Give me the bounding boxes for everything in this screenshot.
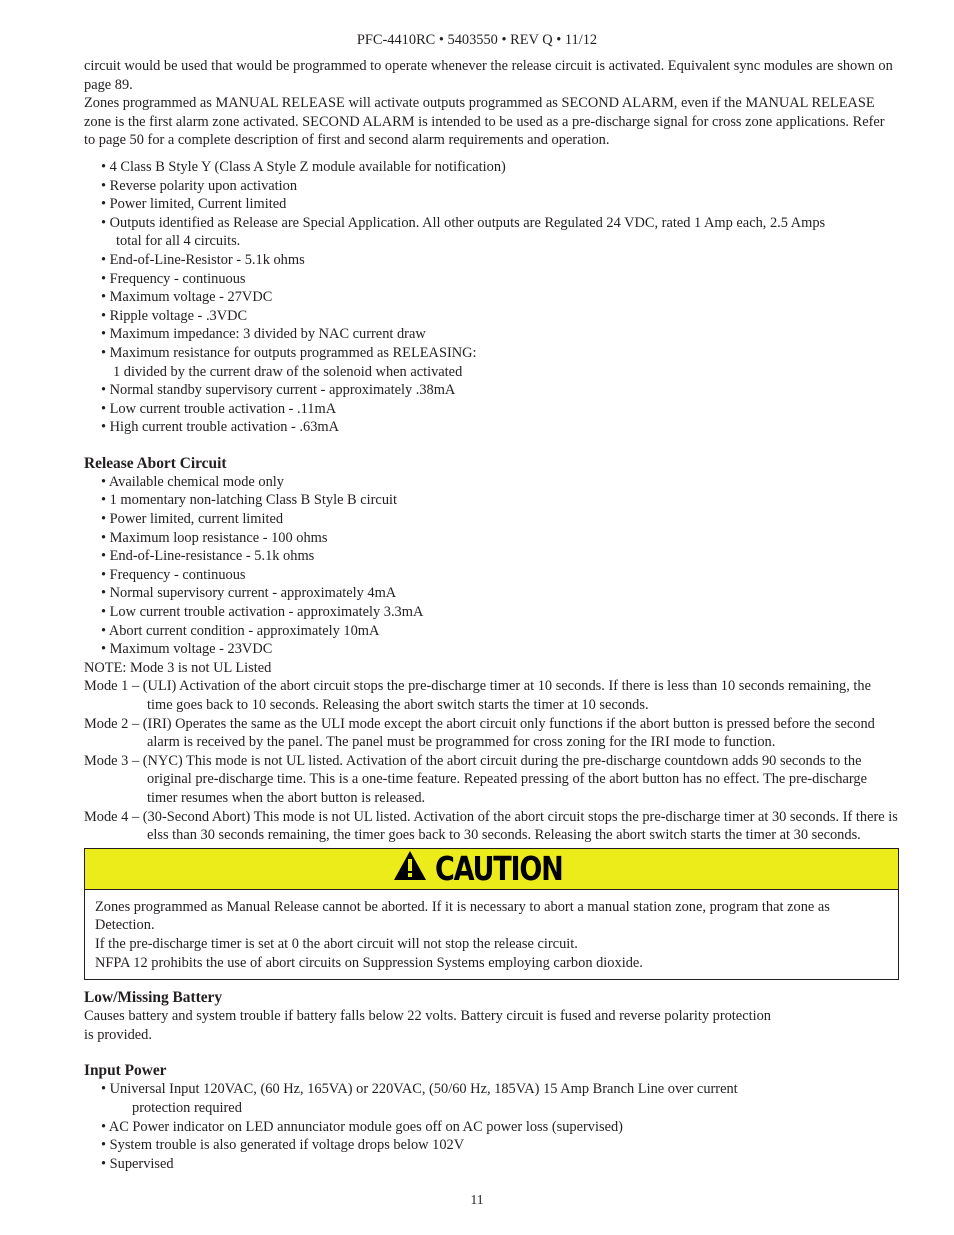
- input-power-list: [84, 1080, 899, 1173]
- mode-3-description: Mode 3 – (NYC) This mode is not UL listed. Activation of the abort circuit during the pre-discharge countdown adds 90 seconds to the original pre-discharge time. This is a one-time feature. Repeated pressing of the abort button has no effect. The pre-discharge timer resumes when the abort button is released.: [84, 752, 867, 806]
- list-item: • Normal supervisory current - approximately 4mA: [101, 585, 397, 602]
- caution-body: [85, 890, 898, 979]
- list-item: • 1 momentary non-latching Class B Style B circuit: [101, 492, 398, 509]
- list-item: • Low current trouble activation - approximately 3.3mA: [101, 604, 424, 621]
- list-item-text: • Maximum resistance for outputs programmed as RELEASING:: [101, 344, 477, 361]
- list-item: • Maximum voltage - 27VDC: [101, 289, 273, 306]
- mode-1-description: Mode 1 – (ULI) Activation of the abort circuit stops the pre-discharge timer at 10 seconds. If there is less than 10 seconds remaining, the time goes back to 10 seconds. Releasing the abort switch starts the timer at 10 seconds.: [84, 678, 872, 713]
- caution-header: [85, 849, 898, 890]
- list-item: [101, 344, 899, 381]
- list-item-text: • Universal Input 120VAC, (60 Hz, 165VA) or 220VAC, (50/60 Hz, 185VA) 15 Amp Branch Line over current: [101, 1081, 738, 1098]
- caution-line: NFPA 12 prohibits the use of abort circuits on Suppression Systems employing carbon dioxide.: [95, 954, 643, 971]
- warning-triangle-icon: [393, 850, 427, 887]
- list-item: • End-of-Line-resistance - 5.1k ohms: [101, 548, 315, 565]
- list-item: • Available chemical mode only: [101, 473, 284, 490]
- list-item: • Maximum voltage - 23VDC: [101, 641, 273, 658]
- list-item-continuation: protection required: [132, 1099, 242, 1116]
- battery-description: Causes battery and system trouble if battery falls below 22 volts. Battery circuit is fused and reverse polarity protection is provided.: [84, 1008, 771, 1043]
- list-item: • Low current trouble activation - .11mA: [101, 400, 337, 417]
- list-item: • Frequency - continuous: [101, 566, 246, 583]
- nac-spec-list: [84, 158, 899, 437]
- list-item-continuation: 1 divided by the current draw of the solenoid when activated: [113, 363, 463, 380]
- list-item: [101, 214, 899, 251]
- list-item: • Frequency - continuous: [101, 270, 246, 287]
- list-item: • 4 Class B Style Y (Class A Style Z module available for notification): [101, 158, 506, 175]
- intro-paragraph-1: circuit would be used that would be programmed to operate whenever the release circuit is activated. Equivalent sync modules are shown on page 89.: [84, 58, 893, 93]
- list-item: • Power limited, Current limited: [101, 196, 287, 213]
- caution-line: If the pre-discharge timer is set at 0 the abort circuit will not stop the release circuit.: [95, 935, 578, 952]
- list-item-continuation: total for all 4 circuits.: [116, 233, 241, 250]
- page-content: [84, 57, 899, 1173]
- caution-line: Zones programmed as Manual Release cannot be aborted. If it is necessary to abort a manual station zone, program that zone as Detection.: [95, 898, 830, 934]
- list-item: [101, 1080, 899, 1117]
- list-item: • Normal standby supervisory current - approximately .38mA: [101, 382, 456, 399]
- list-item: • Reverse polarity upon activation: [101, 177, 298, 194]
- section-heading-release-abort: Release Abort Circuit: [84, 454, 227, 472]
- list-item: • High current trouble activation - .63mA: [101, 419, 340, 436]
- mode-2-description: Mode 2 – (IRI) Operates the same as the ULI mode except the abort circuit only functions if the abort button is pressed before the second alarm is received by the panel. The panel must be programmed for cross zoning for the IRI mode to function.: [84, 715, 875, 751]
- list-item: • AC Power indicator on LED annunciator module goes off on AC power loss (supervised): [101, 1118, 623, 1135]
- page-number: 11: [470, 1192, 484, 1207]
- list-item: • Maximum impedance: 3 divided by NAC current draw: [101, 326, 426, 343]
- release-abort-list: [84, 473, 899, 659]
- list-item: • Maximum loop resistance - 100 ohms: [101, 529, 328, 546]
- intro-paragraph-2: Zones programmed as MANUAL RELEASE will activate outputs programmed as SECOND ALARM, even if the MANUAL RELEASE zone is the first alarm zone activated. SECOND ALARM is intended to be used as a pre-discharge signal for cross zone applications. Refer to page 50 for a complete description of first and second alarm requirements and operation.: [84, 95, 885, 149]
- list-item: • Ripple voltage - .3VDC: [101, 307, 248, 324]
- list-item-text: • Outputs identified as Release are Special Application. All other outputs are Regulated 24 VDC, rated 1 Amp each, 2.5 Amps: [101, 214, 826, 231]
- caution-title: CAUTION: [434, 848, 563, 888]
- list-item: • End-of-Line-Resistor - 5.1k ohms: [101, 251, 305, 268]
- page-header: PFC-4410RC • 5403550 • REV Q • 11/12: [356, 32, 598, 48]
- mode-note: NOTE: Mode 3 is not UL Listed: [84, 659, 272, 676]
- mode-4-description: Mode 4 – (30-Second Abort) This mode is not UL listed. Activation of the abort circuit stops the pre-discharge timer at 30 seconds. If there is elss than 30 seconds remaining, the timer goes back to 30 seconds. Releasing the abort switch starts the timer at 30 seconds.: [84, 808, 898, 844]
- list-item: • Supervised: [101, 1155, 174, 1172]
- list-item: • Abort current condition - approximately 10mA: [101, 622, 380, 639]
- section-heading-low-missing-battery: Low/Missing Battery: [84, 989, 223, 1007]
- list-item: • Power limited, current limited: [101, 511, 284, 528]
- section-heading-input-power: Input Power: [84, 1062, 167, 1080]
- list-item: • System trouble is also generated if voltage drops below 102V: [101, 1137, 465, 1154]
- caution-box: [84, 848, 899, 980]
